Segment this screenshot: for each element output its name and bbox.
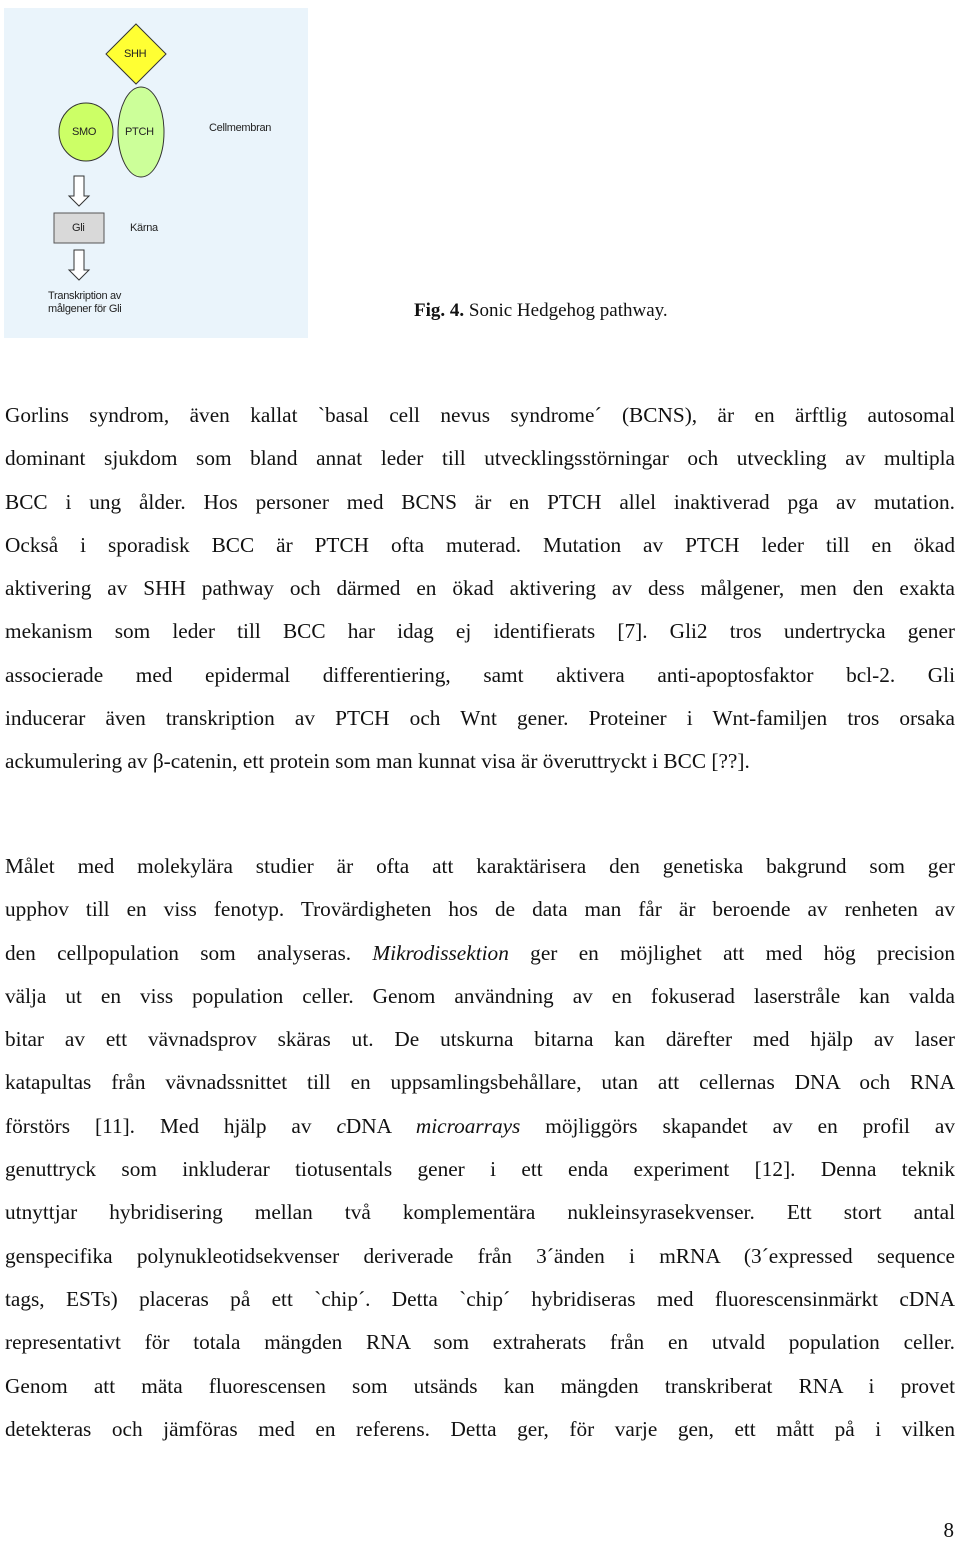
ptch-label: PTCH	[125, 126, 154, 138]
shh-label: SHH	[124, 48, 147, 60]
text-segment: ger en möjlighet att med hög precision	[530, 940, 955, 965]
text-line: dominant sjukdom som bland annat leder till utvecklingsstörningar och utveckling av multipla	[5, 446, 955, 471]
transcription-label-line2: målgener för Gli	[48, 303, 122, 315]
text-line: Målet med molekylära studier är ofta att karaktärisera den genetiska bakgrund som ger	[5, 854, 955, 878]
text-line: aktivering av SHH pathway och därmed en ökad aktivering av dess målgener, men den exakta	[5, 576, 955, 601]
text-line: representativt för totala mängden RNA som extraherats från en utvald population celler.	[5, 1330, 955, 1355]
text-line: genspecifika polynukleotidsekvenser deriverade från 3´änden i mRNA (3´expressed sequence	[5, 1243, 955, 1268]
membrane-label: Cellmembran	[209, 122, 272, 134]
text-line: utnyttjar hybridisering mellan två komplementära nukleinsyrasekvenser. Ett stort antal	[5, 1200, 955, 1225]
pathway-diagram	[4, 8, 308, 338]
text-line: BCC i ung ålder. Hos personer med BCNS är en PTCH allel inaktiverad pga av mutation.	[5, 489, 955, 514]
text-line: välja ut en viss population celler. Genom användning av en fokuserad laserstråle kan valda	[5, 983, 955, 1008]
page-number: 8	[943, 1518, 954, 1542]
text-line: detekteras och jämföras med en referens. Detta ger, för varje gen, ett mått på i vilken	[5, 1416, 955, 1441]
text-segment: förstörs [11]. Med hjälp av	[5, 1113, 312, 1138]
text-line: bitar av ett vävnadsprov skäras ut. De utskurna bitarna kan därefter med hjälp av laser	[5, 1027, 955, 1052]
text-line: upphov till en viss fenotyp. Trovärdigheten hos de data man får är beroende av renheten av	[5, 897, 955, 922]
text-line: Gorlins syndrom, även kallat `basal cell nevus syndrome´ (BCNS), är en ärftlig autosomal	[5, 403, 955, 427]
caption-number: Fig. 4.	[414, 300, 465, 321]
text-line: ackumulering av β-catenin, ett protein som man kunnat visa är överuttryckt i BCC [??].	[5, 749, 750, 774]
text-line: Också i sporadisk BCC är PTCH ofta muterad. Mutation av PTCH leder till en ökad	[5, 532, 955, 557]
smo-label: SMO	[72, 126, 97, 138]
italic-term: microarrays	[415, 1113, 521, 1138]
italic-term: c	[336, 1113, 346, 1138]
figure-caption	[414, 300, 668, 322]
text-line	[5, 932, 955, 975]
gli-label: Gli	[72, 222, 85, 234]
text-segment: den cellpopulation som analyseras.	[5, 940, 352, 965]
text-line: Genom att mäta fluorescensen som utsänds kan mängden transkriberat RNA i provet	[5, 1373, 955, 1398]
paragraph-gorlin	[5, 394, 955, 784]
pathway-figure	[4, 8, 308, 338]
text-line: tags, ESTs) placeras på ett `chip´. Detta `chip´ hybridiseras med fluorescensinmärkt cDNA	[5, 1286, 955, 1311]
text-line: inducerar även transkription av PTCH och Wnt gener. Proteiner i Wnt-familjen tros orsaka	[5, 706, 955, 731]
text-line	[5, 1105, 955, 1148]
text-line: associerade med epidermal differentiering, samt aktivera anti-apoptosfaktor bcl-2. Gli	[5, 662, 955, 687]
text-segment: DNA	[345, 1113, 391, 1138]
transcription-label-line1: Transkription av	[48, 290, 122, 302]
italic-term: Mikrodissektion	[372, 940, 509, 965]
text-segment: möjliggörs skapandet av en profil av	[545, 1113, 956, 1138]
nucleus-label: Kärna	[130, 222, 158, 234]
paragraph-microdissection	[5, 845, 955, 1451]
text-line: mekanism som leder till BCC har idag ej identifierats [7]. Gli2 tros undertrycka gener	[5, 619, 955, 644]
text-line: genuttryck som inkluderar tiotusentals gener i ett enda experiment [12]. Denna teknik	[5, 1157, 955, 1182]
down-arrow-icon	[69, 176, 89, 206]
caption-text: Sonic Hedgehog pathway.	[464, 300, 668, 321]
down-arrow-icon	[69, 250, 89, 280]
text-line: katapultas från vävnadssnittet till en uppsamlingsbehållare, utan att cellernas DNA och RNA	[5, 1070, 955, 1095]
